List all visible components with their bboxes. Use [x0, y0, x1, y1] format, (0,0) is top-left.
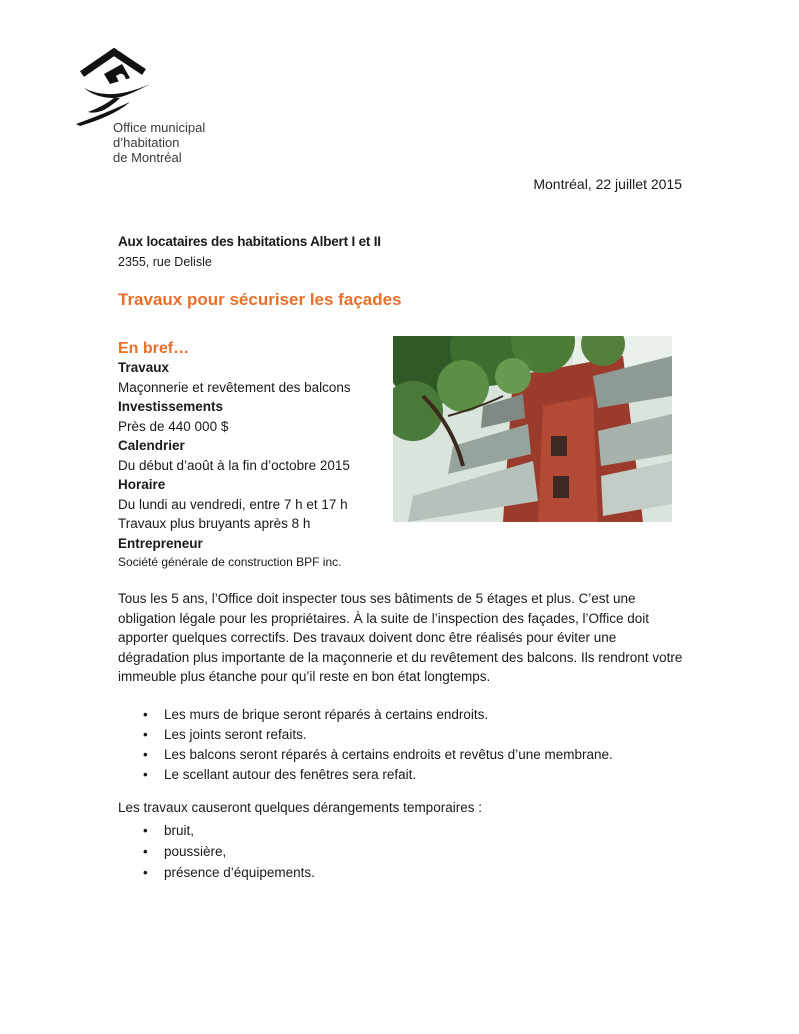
entrepreneur-value: Société générale de construction BPF inc. — [118, 555, 342, 569]
work-list — [118, 705, 613, 785]
list-item: • Les joints seront refaits. — [118, 725, 613, 745]
calendrier-value: Du début d’août à la fin d’octobre 2015 — [118, 457, 350, 473]
addressee-name: Aux locataires des habitations Albert I et II — [118, 234, 381, 249]
organization-name — [113, 120, 205, 165]
disturbances-list — [118, 820, 315, 883]
document-title: Travaux pour sécuriser les façades — [118, 290, 402, 309]
investissements-value: Près de 440 000 $ — [118, 418, 229, 434]
list-item: • Le scellant autour des fenêtres sera refait. — [118, 765, 613, 785]
disturbances-intro: Les travaux causeront quelques dérangements temporaires : — [118, 800, 482, 815]
horaire-value-2: Travaux plus bruyants après 8 h — [118, 516, 311, 531]
bullet-icon: • — [143, 844, 148, 859]
investissements-label: Investissements — [118, 399, 224, 414]
entrepreneur-label: Entrepreneur — [118, 535, 203, 551]
bullet-icon: • — [143, 727, 148, 742]
calendrier-label: Calendrier — [118, 438, 185, 453]
bullet-icon: • — [143, 767, 148, 782]
horaire-label: Horaire — [118, 477, 166, 492]
travaux-label: Travaux — [118, 360, 170, 375]
list-item: • Les murs de brique seront réparés à certains endroits. — [118, 705, 613, 725]
body-paragraph: Tous les 5 ans, l’Office doit inspecter tous ses bâtiments de 5 étages et plus. C’est une obligation légale pour les propriétaires. À la suite de l’inspection des façades, l’Office doit apporter quelques correctifs. Des travaux doivent donc être réalisés pour éviter une dégradation plus importante de la maçonnerie et du revêtement des balcons. Ils rendront votre immeuble plus étanche pour qu’il reste en bon état longtemps. — [118, 591, 683, 684]
list-item: • bruit, — [118, 820, 315, 841]
org-line-3: de Montréal — [113, 150, 182, 165]
list-item: • présence d’équipements. — [118, 862, 315, 883]
letter-date: Montréal, 22 juillet 2015 — [533, 176, 682, 192]
travaux-value: Maçonnerie et revêtement des balcons — [118, 379, 351, 395]
bullet-icon: • — [143, 865, 148, 880]
en-bref-details — [118, 358, 351, 573]
bullet-icon: • — [143, 707, 148, 722]
org-line-2: d’habitation — [113, 135, 180, 150]
bullet-icon: • — [143, 747, 148, 762]
addressee-address: 2355, rue Delisle — [118, 255, 212, 269]
building-facade-photo — [393, 336, 672, 522]
org-line-1: Office municipal — [113, 120, 206, 135]
bullet-icon: • — [143, 823, 148, 838]
list-item: • Les balcons seront réparés à certains endroits et revêtus d’une membrane. — [118, 745, 613, 765]
horaire-value-1: Du lundi au vendredi, entre 7 h et 17 h — [118, 496, 348, 512]
omhm-logo-icon — [74, 46, 156, 126]
list-item: • poussière, — [118, 841, 315, 862]
en-bref-heading: En bref… — [118, 340, 190, 357]
